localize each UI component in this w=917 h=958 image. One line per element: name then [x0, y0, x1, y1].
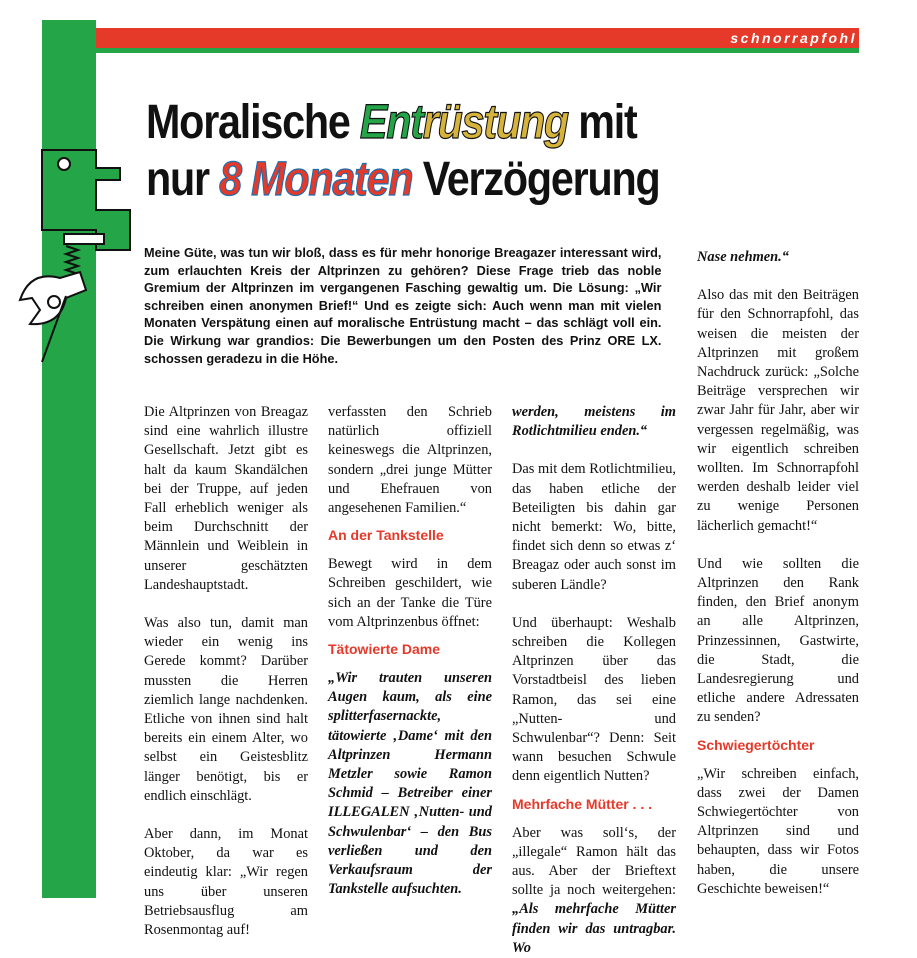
subheading: Mehrfache Mütter . . .: [512, 795, 653, 812]
headline-text: Moralische: [146, 96, 360, 149]
subheading: Schwiegertöchter: [697, 736, 815, 753]
paragraph: Also das mit den Beiträgen für den Schnorrapfohl, das weisen die meisten der Altprinzen mit großem Nachdruck zurück: „Solche Beiträge versprechen wir zwar Jahr für Jahr, aber wir vergessen regelmäßig, was wir eigentlich schreiben wollten. Im Schnorrapfohl werden deshalb leider viel zu wenige Personen lächerlich gemacht!“: [697, 287, 859, 534]
article-column-4: [697, 248, 859, 899]
section-tag: schnorrapfohl: [730, 30, 857, 46]
paragraph: Und überhaupt: Weshalb schreiben die Kollegen Altprinzen über das Vorstadtbeisl des lieben Ramon, das sei eine „Nutten- und Schwulenbar“? Denn: Seit wann besuchen Schwule denn eigentlich Nutten?: [512, 614, 676, 785]
paragraph: Die Altprinzen von Breagaz sind eine wahrlich illustre Gesellschaft. Jetzt gibt es halt da kaum Skandälchen bei der Truppe, auf jeden Fall erheblich weniger als beim Durchschnitt der Männlein und Weiblein in unserer geschätzten Landeshauptstadt.: [144, 404, 308, 593]
paragraph: verfassten den Schrieb natürlich offiziell keineswegs die Altprinzen, sondern „drei junge Mütter und Ehefrauen von angesehenen Familien.“: [328, 404, 492, 517]
quote-paragraph: Nase nehmen.“: [697, 249, 789, 265]
article-column-3: [512, 403, 676, 958]
article-column-2: [328, 403, 492, 899]
quote-paragraph: werden, meistens im Rotlichtmilieu enden.“: [512, 404, 676, 440]
paragraph: Bewegt wird in dem Schreiben geschildert, wie sich an der Tanke die Türe vom Altprinzenbus öffnet:: [328, 556, 492, 630]
headline: [146, 94, 748, 208]
paragraph: „Wir schreiben einfach, dass zwei der Damen Schwiegertöchter von Altprinzen sind und behaupten, dass wir Fotos haben, die unsere Geschichte beweisen!“: [697, 765, 859, 897]
headline-line-1: [146, 94, 748, 151]
paragraph: Aber was soll‘s, der „illegale“ Ramon hält das aus. Aber der Brieftext sollte ja noch weitergehen:: [512, 824, 676, 899]
subheading: Tätowierte Dame: [328, 641, 441, 658]
article-column-1: [144, 403, 308, 940]
lead-text: Meine Güte, was tun wir bloß, dass es für mehr honorige Breagazer interessant wird, zum erlauchten Kreis der Altprinzen zu gehören? Diese Frage trieb das noble Gremium der Altprinzen im vergangenen Fasching gewaltig um. Die Lösung: „Wir schreiben einen anonymen Brief!“ Und es zeigte sich: Auch wenn man mit vielen Monaten Verspätung einen auf moralische Entrüstung macht – das schlägt voll ein. Die Wirkung war grandios: Die Bewerbungen um den Posten des Prinz ORE LX. schossen geradezu in die Höhe.: [144, 245, 662, 366]
quote-paragraph: „Wir trauten unseren Augen kaum, als eine splitterfasernackte, tätowierte ‚Dame‘ mit den Altprinzen Hermann Metzler sowie Ramon Schmid – Betreiber einer ILLEGALEN ‚Nutten- und Schwulenbar‘ – den Bus verließen und den Verkaufsraum der Tankstelle aufsuchten.: [328, 670, 492, 898]
headline-text: Verzögerung: [412, 153, 660, 206]
wrench-mascot-icon: [20, 150, 130, 380]
subheading: An der Tankstelle: [328, 527, 444, 544]
quote-text: „Als mehrfache Mütter finden wir das untragbar. Wo: [512, 901, 676, 956]
lead-paragraph: [144, 244, 661, 367]
headline-accent-green: Ent: [359, 96, 423, 149]
headline-accent-gold: rüstung: [422, 96, 568, 149]
section-header-underline: [96, 48, 859, 53]
paragraph: Was also tun, damit man wieder ein wenig ins Gerede kommt? Darüber mussten die Herren ziemlich lange nachdenken. Etliche von ihnen sind halt bereits ein einem Alter, wo selbst ein Geistesblitz länger benötigt, bis er endlich einschlägt.: [144, 615, 308, 804]
headline-text: mit: [567, 96, 637, 149]
headline-line-2: [146, 151, 748, 208]
headline-accent-red: 8 Monaten: [219, 153, 413, 206]
headline-text: nur: [146, 153, 220, 206]
paragraph: Aber dann, im Monat Oktober, da war es eindeutig klar: „Wir regen uns über unseren Betriebsausflug am Rosenmontag auf!: [144, 826, 308, 939]
paragraph: Das mit dem Rotlichtmilieu, das haben etliche der Beteiligten bis dahin gar nicht bemerkt: Wo, bitte, findet sich denn so etwas z‘ Breagaz oder auch sonst im suberen Ländle?: [512, 461, 676, 593]
paragraph: Und wie sollten die Altprinzen den Rank finden, den Brief anonym an alle Altprinzen, Prinzessinnen, Gastwirte, die Stadt, die Landesregierung und etliche andere Adressaten zu senden?: [697, 555, 859, 726]
